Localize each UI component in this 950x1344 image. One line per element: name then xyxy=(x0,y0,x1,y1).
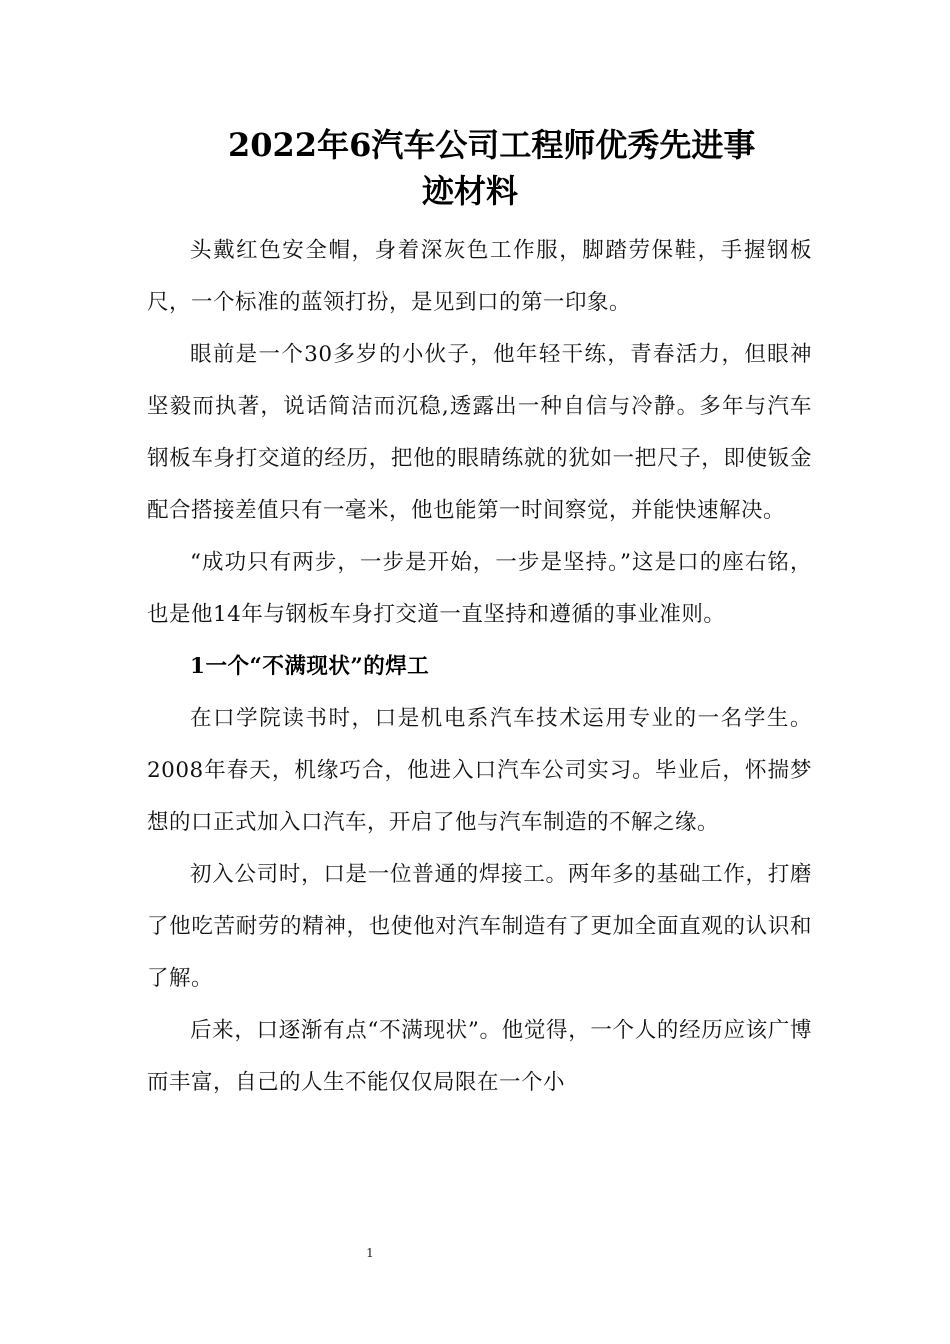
document-title-line-2: 迹材料 xyxy=(422,172,519,210)
section-paragraph-2: 初入公司时，口是一位普通的焊接工。两年多的基础工作，打磨了他吃苦耐劳的精神，也使他对汽车制造有了更加全面直观的认识和了解。 xyxy=(147,862,812,991)
document-body xyxy=(147,225,812,1109)
paragraph-1: 头戴红色安全帽，身着深灰色工作服，脚踏劳保鞋，手握钢板尺，一个标准的蓝领打扮，是见到口的第一印象。 xyxy=(147,238,812,315)
section-paragraph-3: 后来，口逐渐有点“不满现状”。他觉得，一个人的经历应该广博而丰富，自己的人生不能仅仅局限在一个小 xyxy=(147,1018,812,1095)
page-number: 1 xyxy=(366,1246,374,1260)
document-title-line-1: 2022年6汽车公司工程师优秀先进事 xyxy=(228,126,756,164)
section-heading: 1一个“不满现状”的焊工 xyxy=(190,654,430,679)
section-paragraph-1: 在口学院读书时，口是机电系汽车技术运用专业的一名学生。2008年春天，机缘巧合，他进入口汽车公司实习。毕业后，怀揣梦想的口正式加入口汽车，开启了他与汽车制造的不解之缘。 xyxy=(147,706,812,835)
paragraph-2: 眼前是一个30多岁的小伙子，他年轻干练，青春活力，但眼神坚毅而执著，说话简洁而沉稳,透露出一种自信与冷静。多年与汽车钢板车身打交道的经历，把他的眼睛练就的犹如一把尺子，即使钣金配合搭接差值只有一毫米，他也能第一时间察觉，并能快速解决。 xyxy=(147,342,812,523)
paragraph-3: “成功只有两步，一步是开始，一步是坚持。”这是口的座右铭，也是他14年与钢板车身打交道一直坚持和遵循的事业准则。 xyxy=(147,550,812,627)
document-title xyxy=(150,122,870,214)
